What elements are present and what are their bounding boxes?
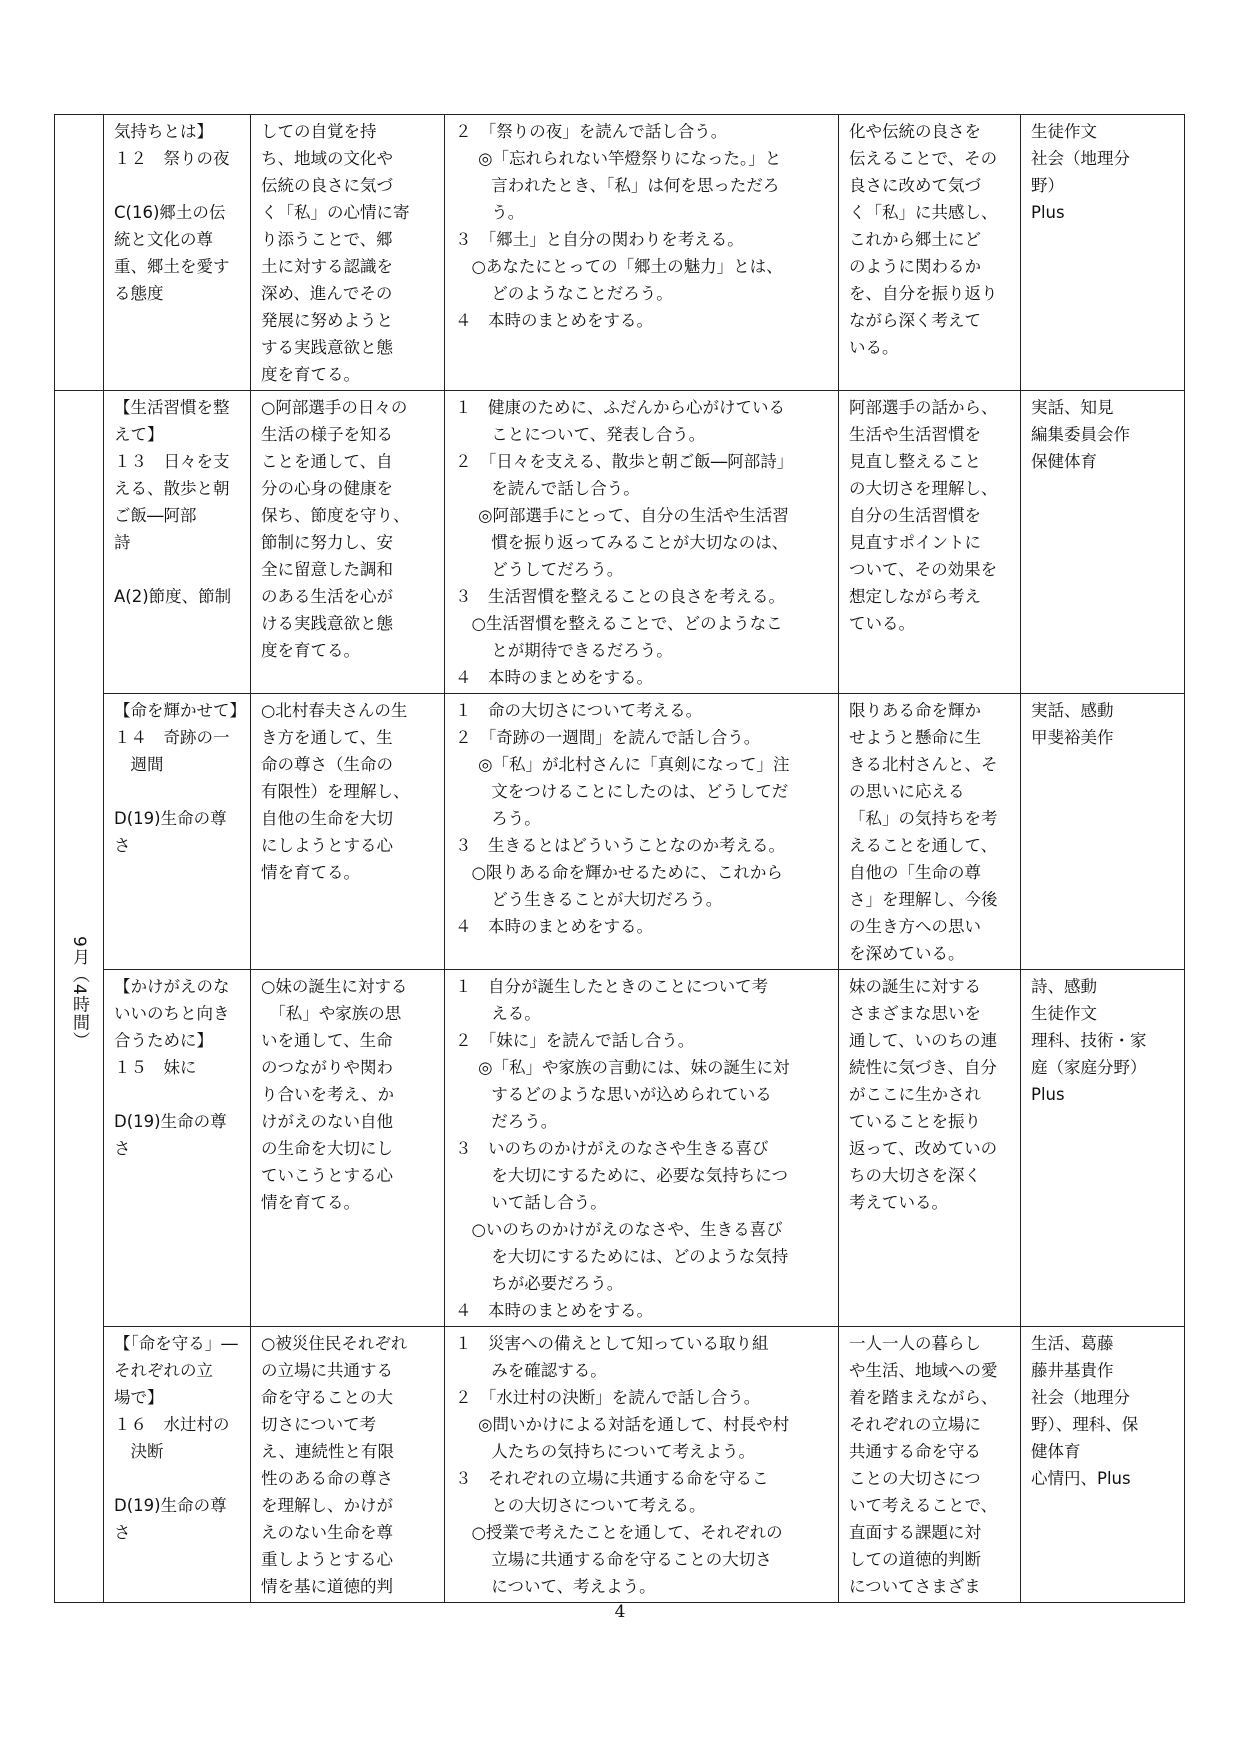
cell-text-line: 通して、いのちの連 [849,1031,998,1050]
cell-text-line: く「私」の心情に寄 [261,203,410,222]
cell-text-line: 命を守ることの大 [261,1388,393,1407]
cell-text-line: D(19)生命の尊 [114,1112,227,1131]
cell-text-line: る態度 [114,284,164,303]
cell-text-line: １ 命の大切さについて考える。 [455,701,703,720]
cell-text-line: え、連続性と有限 [261,1442,394,1461]
cell-text-line: の思いに応える [849,782,965,801]
cell-text-line: ◎阿部選手にとって、自分の生活や生活習 [478,506,789,525]
cell-text-line: 続性に気づき、自分 [849,1058,997,1077]
evaluation-cell [839,1327,1021,1603]
cell-text-line: 節制に努力し、安 [261,533,393,552]
cell-text-line: いて考えることで、 [849,1496,998,1515]
cell-text-line: きる北村さんと、そ [849,755,998,774]
cell-text-line: １５ 妹に [114,1058,197,1077]
cell-text-line: D(19)生命の尊 [114,1496,227,1515]
month-cell [55,391,104,1603]
cell-text-line: ３ いのちのかけがえのなさや生きる喜び [455,1139,769,1158]
cell-text-line: いて話し合う。 [491,1193,607,1212]
cell-text-line: 伝統の良さに気づ [261,176,393,195]
links-cell [1021,391,1185,694]
cell-text-line: ２ 「奇跡の一週間」を読んで話し合う。 [455,728,761,747]
theme-cell [104,694,251,970]
cell-text-line: 保健体育 [1031,452,1097,471]
cell-text-line: ながら深く考えて [849,311,981,330]
cell-text-line: 心情円、Plus [1031,1469,1131,1488]
cell-text-line: 【かけがえのな [114,977,230,996]
cell-text-line: ４ 本時のまとめをする。 [455,917,653,936]
cell-text-line: １ 健康のために、ふだんから心がけている [455,398,785,417]
cell-text-line: ◎「忘れられない竿燈祭りになった。」と [478,149,782,168]
links-cell [1021,1327,1185,1603]
table-row [55,694,1185,970]
links-cell [1021,115,1185,391]
cell-text-line: それぞれの立場に [849,1415,981,1434]
cell-text-line: 発展に努めようと [261,311,393,330]
cell-text-line: 【「命を守る」― [114,1334,238,1353]
cell-text-line: さ [114,1139,131,1158]
cell-text-line: り添うことで、郷 [261,230,393,249]
cell-text-line: 自他の生命を大切 [261,809,393,828]
cell-text-line: ○あなたにとっての「郷土の魅力」とは、 [471,257,783,276]
cell-text-line: を、自分を振り返り [849,284,998,303]
cell-text-line: 社会（地理分 [1031,1388,1130,1407]
links-cell [1021,694,1185,970]
cell-text-line: の大切さを理解し、 [849,479,998,498]
cell-text-line: ２ 「祭りの夜」を読んで話し合う。 [455,122,728,141]
cell-text-line: ◎問いかけによる対話を通して、村長や村 [478,1415,790,1434]
cell-text-line: の生命を大切にし [261,1139,393,1158]
cell-text-line: のつながりや関わ [261,1058,393,1077]
cell-text-line: いる。 [849,338,899,357]
cell-text-line: 社会（地理分 [1031,149,1130,168]
cell-text-line: けがえのない自他 [261,1112,393,1131]
cell-text-line: ２ 「水辻村の決断」を読んで話し合う。 [455,1388,761,1407]
cell-text-line: 言われたとき、「私」は何を思っただろ [491,176,780,195]
cell-text-line [114,1081,244,1108]
cell-text-line: 重、郷土を愛す [114,257,230,276]
cell-text-line: ２ 「妹に」を読んで話し合う。 [455,1031,695,1050]
cell-text-line: C(16)郷土の伝 [114,203,226,222]
cell-text-line: 【命を輝かせて】 [114,701,246,720]
cell-text-line: 決断 [114,1442,164,1461]
cell-text-line: 妹の誕生に対する [849,977,981,996]
aim-cell [251,970,445,1327]
cell-text-line: ○いのちのかけがえのなさや、生きる喜び [471,1220,783,1239]
table-row [55,115,1185,391]
cell-text-line: 共通する命を守る [849,1442,981,1461]
cell-text-line: 生徒作文 [1031,1004,1097,1023]
cell-text-line: 「私」や家族の思 [261,1004,402,1023]
cell-text-line: 生活の様子を知る [261,425,393,444]
cell-text-line: 度を育てる。 [261,365,360,384]
cell-text-line: 編集委員会作 [1031,425,1130,444]
cell-text-line: ち、地域の文化や [261,149,393,168]
cell-text-line: 見直し整えること [849,452,981,471]
month-label: 9月（4時間） [69,935,89,1050]
cell-text-line: ◎「私」が北村さんに「真剣になって」注 [478,755,790,774]
theme-cell [104,391,251,694]
cell-text-line: ていることを振り [849,1112,981,1131]
cell-text-line: さ [114,836,131,855]
cell-text-line: 立場に共通する命を守ることの大切さ [491,1550,772,1569]
cell-text-line: みを確認する。 [491,1361,607,1380]
cell-text-line: 情を育てる。 [261,863,360,882]
aim-cell [251,391,445,694]
cell-text-line [114,556,244,583]
cell-text-line: ている。 [849,614,915,633]
cell-text-line: Plus [1031,1085,1065,1104]
process-cell [445,1327,839,1603]
cell-text-line: １２ 祭りの夜 [114,149,230,168]
cell-text-line: １ 自分が誕生したときのことについて考 [455,977,769,996]
cell-text-line: どうしてだろう。 [491,560,624,579]
theme-cell [104,970,251,1327]
cell-text-line: 実話、感動 [1031,701,1114,720]
month-cell-blank [55,115,104,391]
cell-text-line: える、散歩と朝 [114,479,230,498]
cell-text-line: を理解し、かけが [261,1496,393,1515]
cell-text-line: 週間 [114,755,164,774]
cell-text-line: ちが必要だろう。 [491,1274,624,1293]
cell-text-line: や生活、地域への愛 [849,1361,998,1380]
cell-text-line: ４ 本時のまとめをする。 [455,311,653,330]
cell-text-line: 有限性）を理解し、 [261,782,410,801]
cell-text-line: ２ 「日々を支える、散歩と朝ご飯―阿部詩」 [455,452,794,471]
cell-text-line: ３ 生活習慣を整えることの良さを考える。 [455,587,785,606]
theme-cell [104,115,251,391]
cell-text-line: 自分の生活習慣を [849,506,981,525]
cell-text-line: ４ 本時のまとめをする。 [455,668,653,687]
cell-text-line: との大切さについて考える。 [491,1496,706,1515]
cell-text-line: どのようなことだろう。 [491,284,673,303]
cell-text-line: 詩、感動 [1031,977,1097,996]
cell-text-line: 合うために】 [114,1031,213,1050]
cell-text-line [114,1465,244,1492]
cell-text-line: 慣を振り返ってみることが大切なのは、 [491,533,789,552]
cell-text-line: 文をつけることにしたのは、どうしてだ [491,782,789,801]
cell-text-line: するどのような思いが込められている [491,1085,772,1104]
cell-text-line: とが期待できるだろう。 [491,641,673,660]
cell-text-line: ４ 本時のまとめをする。 [455,1301,653,1320]
cell-text-line: ことの大切さにつ [849,1469,981,1488]
cell-text-line: 伝えることで、その [849,149,998,168]
cell-text-line: 情を育てる。 [261,1193,360,1212]
cell-text-line: 見直すポイントに [849,533,981,552]
cell-text-line: 健体育 [1031,1442,1081,1461]
cell-text-line: A(2)節度、節制 [114,587,232,606]
cell-text-line: える。 [491,1004,541,1023]
cell-text-line: 一人一人の暮らし [849,1334,981,1353]
cell-text-line: 気持ちとは】 [114,122,213,141]
cell-text-line: どう生きることが大切だろう。 [491,890,723,909]
cell-text-line: ３ 「郷土」と自分の関わりを考える。 [455,230,744,249]
cell-text-line: Plus [1031,203,1065,222]
cell-text-line: ていこうとする心 [261,1166,393,1185]
cell-text-line: 自他の「生命の尊 [849,863,981,882]
cell-text-line: ○生活習慣を整えることで、どのようなこ [471,614,783,633]
cell-text-line: 着を踏まえながら、 [849,1388,998,1407]
cell-text-line: 度を育てる。 [261,641,360,660]
cell-text-line: 生活、葛藤 [1031,1334,1114,1353]
process-cell [445,115,839,391]
evaluation-cell [839,694,1021,970]
cell-text-line: １６ 水辻村の [114,1415,230,1434]
process-cell [445,970,839,1327]
aim-cell [251,115,445,391]
evaluation-cell [839,115,1021,391]
cell-text-line: D(19)生命の尊 [114,809,227,828]
cell-text-line: １４ 奇跡の一 [114,728,230,747]
cell-text-line: ける実践意欲と態 [261,614,393,633]
cell-text-line: 命の尊さ（生命の [261,755,393,774]
cell-text-line: を大切にするために、必要な気持ちにつ [491,1166,788,1185]
cell-text-line: １ 災害への備えとして知っている取り組 [455,1334,769,1353]
cell-text-line: う。 [491,203,525,222]
process-cell [445,391,839,694]
cell-text-line: を大切にするためには、どのような気持 [491,1247,789,1266]
cell-text-line: えることを通して、 [849,836,998,855]
cell-text-line: えのない生命を尊 [261,1523,393,1542]
cell-text-line: いを通して、生命 [261,1031,393,1050]
cell-text-line: さ [114,1523,131,1542]
cell-text-line: を読んで話し合う。 [491,479,640,498]
theme-cell [104,1327,251,1603]
cell-text-line: 分の心身の健康を [261,479,393,498]
cell-text-line: く「私」に共感し、 [849,203,998,222]
cell-text-line: 化や伝統の良さを [849,122,981,141]
cell-text-line: 【生活習慣を整 [114,398,230,417]
cell-text-line: 情を基に道徳的判 [261,1577,393,1596]
cell-text-line: 保ち、節度を守り、 [261,506,410,525]
cell-text-line: 場で】 [114,1388,164,1407]
cell-text-line: 想定しながら考え [849,587,981,606]
cell-text-line: ○限りある命を輝かせるために、これから [471,863,783,882]
cell-text-line: ○北村春夫さんの生 [261,701,408,720]
cell-text-line: の立場に共通する [261,1361,393,1380]
cell-text-line: 庭（家庭分野） [1031,1058,1147,1077]
cell-text-line: 考えている。 [849,1193,948,1212]
cell-text-line: 直面する課題に対 [849,1523,981,1542]
cell-text-line: 限りある命を輝か [849,701,981,720]
cell-text-line: だろう。 [491,1112,558,1131]
cell-text-line: 野）、理科、保 [1031,1415,1139,1434]
cell-text-line: を深めている。 [849,944,965,963]
cell-text-line: 人たちの気持ちについて考えよう。 [491,1442,755,1461]
cell-text-line: 実話、知見 [1031,398,1114,417]
cell-text-line: さまざまな思いを [849,1004,981,1023]
cell-text-line: 良さに改めて気づ [849,176,981,195]
page-number: 4 [614,1602,626,1622]
cell-text-line: 理科、技術・家 [1031,1031,1147,1050]
cell-text-line: ちの大切さを深く [849,1166,981,1185]
table-row [55,1327,1185,1603]
cell-text-line: いいのちと向き [114,1004,230,1023]
cell-text-line: がここに生かされ [849,1085,981,1104]
cell-text-line: ことについて、発表し合う。 [491,425,706,444]
cell-text-line: しての自覚を持 [261,122,377,141]
links-cell [1021,970,1185,1327]
cell-text-line: の生き方への思い [849,917,981,936]
cell-text-line: ことを通して、自 [261,452,393,471]
cell-text-line: さ」を理解し、今後 [849,890,998,909]
cell-text-line [114,778,244,805]
cell-text-line: 性のある命の尊さ [261,1469,393,1488]
cell-text-line: 統と文化の尊 [114,230,213,249]
cell-text-line: 藤井基貴作 [1031,1361,1114,1380]
cell-text-line: 甲斐裕美作 [1031,728,1114,747]
table-row [55,970,1185,1327]
cell-text-line: それぞれの立 [114,1361,213,1380]
cell-text-line: について、考えよう。 [491,1577,656,1596]
cell-text-line: 詩 [114,533,131,552]
cell-text-line: 切さについて考 [261,1415,377,1434]
cell-text-line: これから郷土にど [849,230,981,249]
cell-text-line: 深め、進んでその [261,284,393,303]
cell-text-line: き方を通して、生 [261,728,393,747]
cell-text-line: 阿部選手の話から、 [849,398,998,417]
evaluation-cell [839,391,1021,694]
cell-text-line: えて】 [114,425,164,444]
cell-text-line: ろう。 [491,809,541,828]
cell-text-line: ○阿部選手の日々の [261,398,408,417]
cell-text-line: １３ 日々を支 [114,452,230,471]
cell-text-line: ○妹の誕生に対する [261,977,408,996]
cell-text-line: 全に留意した調和 [261,560,393,579]
aim-cell [251,1327,445,1603]
cell-text-line: 重しようとする心 [261,1550,393,1569]
cell-text-line: にしようとする心 [261,836,393,855]
cell-text-line: ３ 生きるとはどういうことなのか考える。 [455,836,785,855]
process-cell [445,694,839,970]
cell-text-line: せようと懸命に生 [849,728,981,747]
cell-text-line: ついて、その効果を [849,560,998,579]
cell-text-line: についてさまざま [849,1577,981,1596]
cell-text-line: 生徒作文 [1031,122,1097,141]
cell-text-line: 返って、改めていの [849,1139,998,1158]
evaluation-cell [839,970,1021,1327]
cell-text-line: する実践意欲と態 [261,338,393,357]
cell-text-line: ○授業で考えたことを通して、それぞれの [471,1523,783,1542]
cell-text-line: 土に対する認識を [261,257,393,276]
cell-text-line: り合いを考え、か [261,1085,394,1104]
cell-text-line: 「私」の気持ちを考 [849,809,998,828]
cell-text-line: 生活や生活習慣を [849,425,981,444]
cell-text-line: ◎「私」や家族の言動には、妹の誕生に対 [478,1058,790,1077]
cell-text-line: ご飯―阿部 [114,506,197,525]
lesson-plan-table [54,114,1185,1603]
cell-text-line: ３ それぞれの立場に共通する命を守るこ [455,1469,769,1488]
cell-text-line: のように関わるか [849,257,981,276]
cell-text-line: のある生活を心が [261,587,393,606]
cell-text-line [114,172,244,199]
aim-cell [251,694,445,970]
cell-text-line: ○被災住民それぞれ [261,1334,408,1353]
table-row [55,391,1185,694]
cell-text-line: しての道徳的判断 [849,1550,981,1569]
cell-text-line: 野） [1031,176,1064,195]
